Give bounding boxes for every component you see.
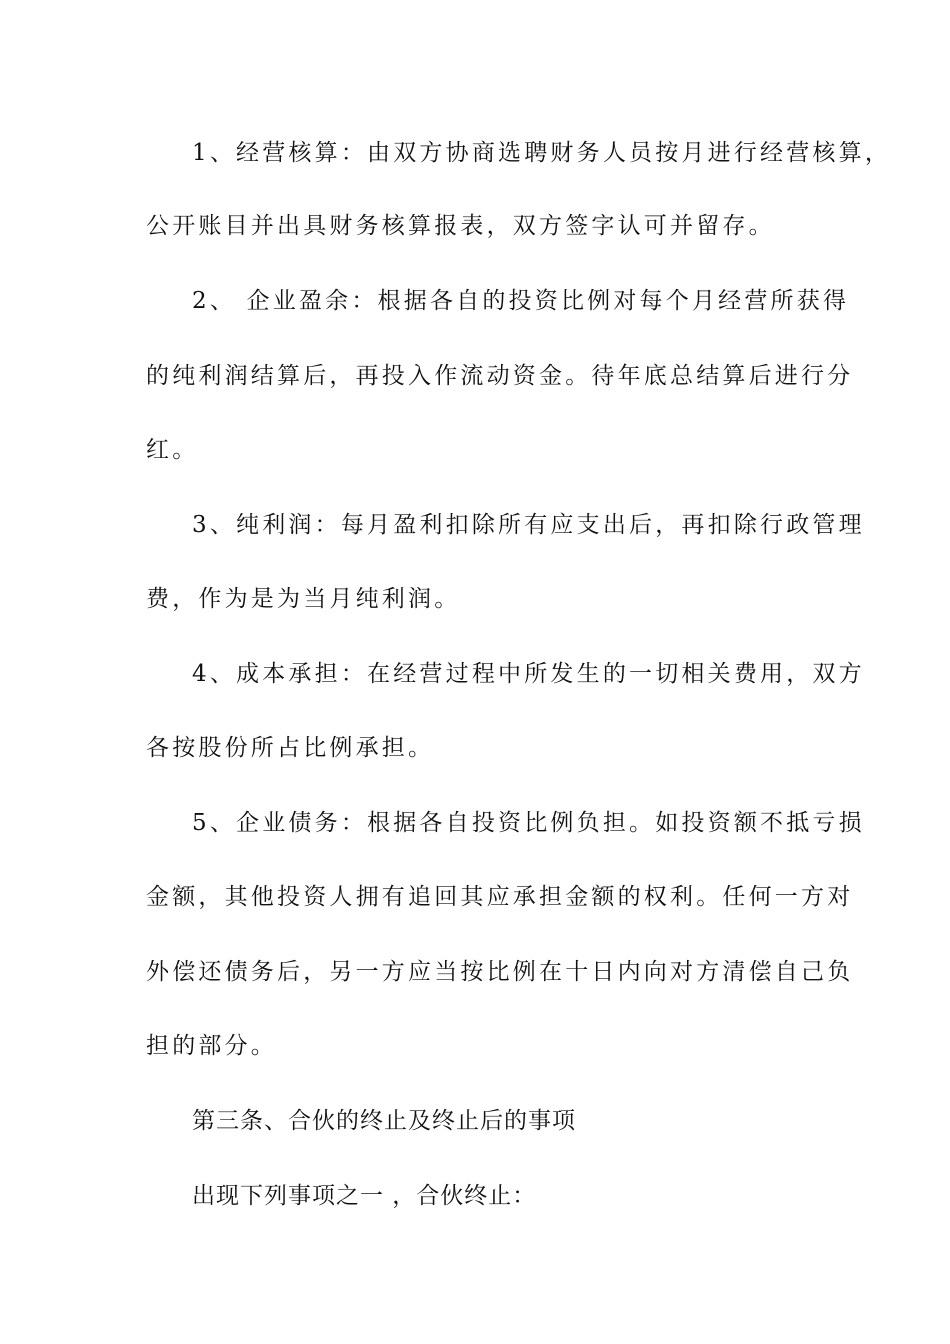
paragraph-line: 3、纯利润：每月盈利扣除所有应支出后，再扣除行政管理	[192, 512, 865, 538]
paragraph-line: 外偿还债务后，另一方应当按比例在十日内向对方清偿自己负	[146, 959, 854, 985]
paragraph-line: 费，作为是为当月纯利润。	[146, 586, 461, 612]
paragraph-line: 4、成本承担：在经营过程中所发生的一切相关费用，双方	[192, 661, 865, 687]
paragraph-line: 的纯利润结算后，再投入作流动资金。待年底总结算后进行分	[146, 363, 854, 389]
section-heading: 第三条、合伙的终止及终止后的事项	[192, 1108, 576, 1134]
paragraph-line: 1、经营核算：由双方协商选聘财务人员按月进行经营核算，	[192, 140, 892, 166]
intro-line: 出现下列事项之一 ，合伙终止：	[192, 1183, 537, 1209]
paragraph-line: 2、 企业盈余：根据各自的投资比例对每个月经营所获得	[192, 288, 850, 314]
paragraph-line: 公开账目并出具财务核算报表，双方签字认可并留存。	[146, 213, 775, 239]
paragraph-line: 5、企业债务：根据各自投资比例负担。如投资额不抵亏损	[192, 810, 865, 836]
paragraph-line: 担的部分。	[146, 1033, 277, 1059]
paragraph-line: 各按股份所占比例承担。	[146, 735, 435, 761]
paragraph-line: 金额，其他投资人拥有追回其应承担金额的权利。任何一方对	[146, 884, 854, 910]
paragraph-line: 红。	[146, 437, 199, 463]
